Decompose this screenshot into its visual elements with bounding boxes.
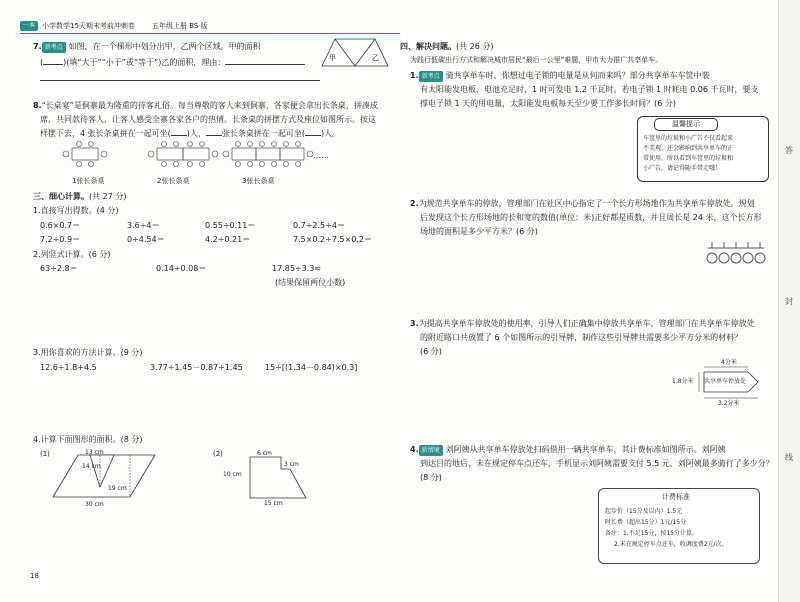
q1-line1: 1. 新考点 骑共享单车时，你想过电子锁的电量是从何而来吗？部分共享单车车筐中装 — [410, 71, 710, 80]
bike-rack-illustration — [706, 238, 766, 268]
sign-dim-left: 1.8分米 — [672, 378, 694, 385]
q3-line2: 的附近路口共放置了 6 个如图所示的引导牌，制作这些引导牌共需要多少平方分米的材料？ — [420, 333, 743, 342]
strip-char: 线 — [785, 453, 793, 462]
q4-line3: (8 分) — [420, 473, 442, 482]
long-table-figure — [60, 140, 340, 175]
grade-label: 五年级上册 BS 版 — [152, 22, 208, 30]
tip-line: 不美观，还会影响到共享单车的正 — [643, 145, 734, 152]
sign-dim-top: 4分米 — [721, 359, 737, 366]
fig1-dim-height: 14 cm — [82, 463, 101, 470]
fig2-dim-step: 3 cm — [284, 461, 299, 468]
strip-char: 封 — [785, 297, 793, 306]
method-calc-item: 3.77÷1.45－0.87÷1.45 — [150, 363, 243, 372]
sign-text: 共享单车停放处 — [704, 378, 747, 385]
label-jia: 甲 — [329, 54, 336, 62]
fig2-label: (2) — [213, 450, 223, 458]
method-calc-item: 15÷[(1.34－0.84)×0.3] — [265, 363, 358, 372]
q7-line1: 7. 新考点 如图，在一个梯形中划分出甲，乙两个区域。甲的面积 — [33, 42, 261, 51]
q2-line1: 2.为规范共享单车的停放，管理部门在社区中心指定了一个长方形场地作为共享单车停放处。规划 — [410, 199, 755, 208]
strip-char: 答 — [785, 146, 793, 155]
calc-item: 7.5×0.2÷7.5×0.2＝ — [293, 235, 372, 244]
q7-badge: 新考点 — [42, 42, 66, 53]
q1-line2: 有太阳能发电板，电池充足时，1 时可发电 1.2 千瓦时。若电子锁 1 时耗电 0.06 千瓦时，要支 — [420, 85, 759, 94]
tip-title: 温馨提示 — [654, 118, 718, 131]
q8-line1: 8.“长桌宴”是侗寨最为隆重的待客礼俗。每当尊敬的客人来到侗寨，各家便会拿出长条桌，拼凑成 — [33, 101, 378, 110]
fee-line: 时长费（超出15分）1元/15分 — [605, 519, 687, 526]
q7-answer-blank[interactable] — [225, 64, 305, 65]
composite-figure — [248, 455, 318, 505]
q4-badge: 新情境 — [419, 445, 443, 456]
label-yi: 乙 — [372, 54, 379, 62]
calc-item: 4.2÷0.21＝ — [205, 235, 251, 244]
calc-item: 0.6×0.7＝ — [40, 221, 81, 230]
q3-line3: (6 分) — [420, 347, 442, 356]
sec4-intro: 为践行低碳出行方式和解决城市居民“最后一公里”难题，甲市大力推广共享单车。 — [410, 56, 663, 64]
caption-3-table: 3张长条桌 — [242, 177, 275, 185]
fig1-label: (1) — [40, 450, 50, 458]
q8-line3: 样摆下去，4 张长条桌拼在一起可坐( )人， 张长条桌拼在一起可坐( )人。 — [40, 129, 341, 138]
fee-line: 2.未在规定停车点还车，收调度费2元/次。 — [614, 541, 728, 548]
q8-line2: 席，共同款待客人，让客人感受全寨各家各户的热情。长条桌的拼摆方式及座位如图所示。按这 — [40, 115, 376, 124]
sec3-p3-title: 3.用你喜欢的方法计算。(9 分) — [33, 348, 143, 357]
fig2-dim-top: 6 cm — [257, 450, 272, 457]
publisher-logo: 一本 — [20, 21, 38, 31]
caption-2-table: 2张长条桌 — [157, 177, 190, 185]
fig2-dim-base: 15 cm — [264, 500, 283, 507]
q7-reason-line[interactable] — [40, 80, 320, 81]
sec3-p4-title: 4.计算下面图形的面积。(8 分) — [33, 435, 143, 444]
q1-badge: 新考点 — [419, 71, 443, 82]
vertical-calc-item: 63÷2.8＝ — [40, 264, 78, 273]
fig1-dim-side: 19 cm — [108, 485, 127, 492]
q2-line2: 后发现这个长方形场地的长和宽的数值(单位：米)正好都是质数，并且周长是 24 米，这个长方形 — [420, 213, 762, 222]
vertical-calc-item: 17.85÷3.3≈ — [272, 264, 322, 273]
fee-line: 起步价（15分及以内）1.5元 — [605, 508, 683, 515]
sec4-title: 四、解决问题。(共 26 分) — [400, 42, 494, 51]
calc-item: 7.2÷0.9＝ — [40, 235, 81, 244]
trapezoid-figure — [320, 36, 390, 76]
sec3-p2-title: 2.列竖式计算。(6 分) — [33, 250, 111, 259]
tip-line: 常使用，所以看到车筐里的垃圾和 — [643, 155, 734, 162]
page-number: 18 — [30, 572, 39, 580]
q8-ellipsis: …… — [313, 151, 329, 160]
calc-item: 0.55÷0.11＝ — [205, 221, 256, 230]
book-title: 小学数学15天期末考前冲刺卷 — [42, 22, 135, 30]
fig1-dim-base: 30 cm — [85, 501, 104, 508]
q1-line3: 撑电子锁 1 天的用电量，太阳能发电板每天至少要工作多长时间？(6 分) — [420, 99, 677, 108]
q2-line3: 场地的面积是多少平方米？(6 分) — [420, 227, 538, 236]
q4-line1: 4. 新情境 刘阿姨从共享单车停放处扫码借用一辆共享单车，其计费标准如图所示。刘阿姨 — [410, 445, 726, 454]
q3-line1: 3.为提高共享单车停放处的使用率，引导人们正确集中停放共享单车，管理部门在共享单车停放处 — [410, 319, 755, 328]
parallelogram-figure — [50, 452, 160, 512]
vertical-calc-item: 0.14÷0.08＝ — [156, 264, 207, 273]
calc-item: 3.6÷4＝ — [127, 221, 160, 230]
method-calc-item: 12.6÷1.8+4.5 — [40, 363, 97, 372]
fig2-dim-left: 10 cm — [223, 471, 242, 478]
tip-line: 小广告，请记得随手带走哦！ — [643, 165, 722, 172]
sign-dim-bottom: 3.2分米 — [718, 400, 740, 407]
fig1-dim-top: 13 cm — [85, 449, 104, 456]
calc-item: 0.7÷2.5÷4＝ — [293, 221, 345, 230]
q7-line2: ( )(填“大于”“小于”或“等于”)乙的面积，理由： — [40, 57, 305, 68]
fee-line: 备注：1.不足15分，按15分计算。 — [605, 530, 698, 537]
tip-line: 车筐里的垃圾和小广告不仅看起来 — [643, 135, 734, 142]
fee-title: 计费标准 — [662, 493, 690, 501]
sec3-title: 三、细心计算。(共 27 分) — [33, 192, 127, 201]
rounding-note: (结果保留两位小数) — [275, 278, 346, 287]
sec3-p1-title: 1.直接写出得数。(4 分) — [33, 206, 119, 215]
q4-line2: 到达目的地后，未在规定停车点还车，手机显示刘阿姨需要支付 5.5 元，刘阿姨最多骑行了多少分？ — [420, 459, 774, 468]
calc-item: 0÷4.54＝ — [127, 235, 165, 244]
caption-1-table: 1张长条桌 — [72, 177, 105, 185]
